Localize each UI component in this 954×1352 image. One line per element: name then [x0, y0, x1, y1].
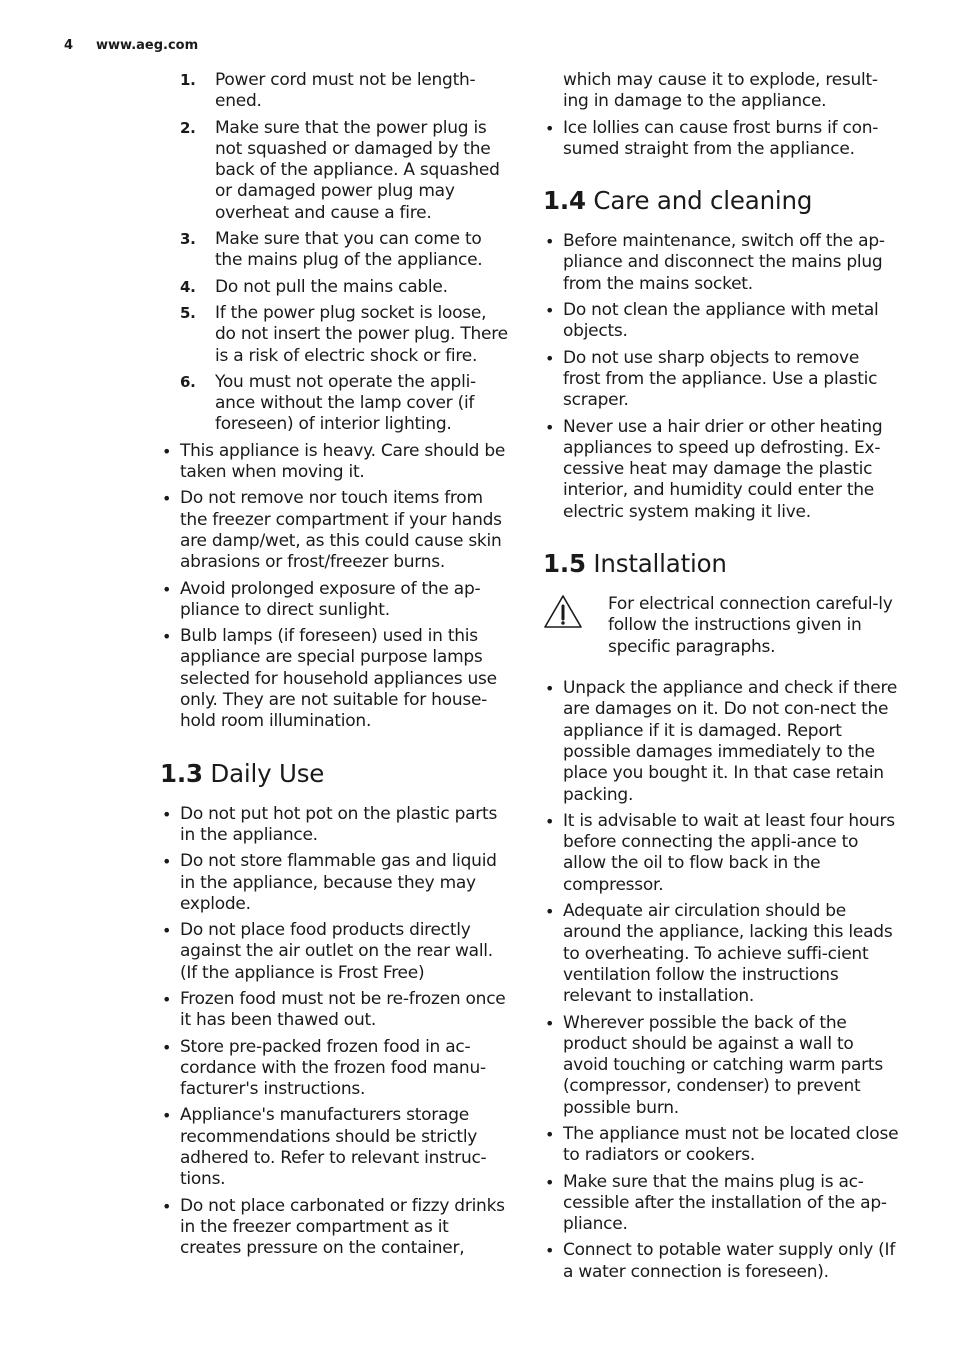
- bullet-text: Adequate air circulation should be around the appliance, lacking this leads to overheating. To achieve suffi-cient ventilation follow the instructions relevant to installation.: [563, 901, 893, 1007]
- bullet-icon: •: [162, 627, 172, 647]
- bullet-item: [543, 300, 899, 343]
- bullet-item: [543, 1240, 899, 1283]
- left-column: [160, 70, 512, 1265]
- bullet-text: Do not put hot pot on the plastic parts in the appliance.: [180, 803, 498, 845]
- bullet-icon: •: [545, 1124, 555, 1144]
- bullet-item: [160, 579, 512, 622]
- bullet-item: [543, 417, 899, 523]
- bullet-text: Store pre-packed frozen food in ac-cordance with the frozen food manu-facturer's instructions.: [180, 1036, 486, 1100]
- bullet-text: Do not store flammable gas and liquid in the appliance, because they may explode.: [180, 851, 497, 914]
- bullet-item: [543, 231, 899, 295]
- section-title: Installation: [593, 549, 727, 579]
- bullet-text: Do not place carbonated or fizzy drinks in the freezer compartment as it creates pressure on the container,: [180, 1195, 505, 1259]
- bullet-icon: •: [545, 1241, 555, 1261]
- numbered-item: [160, 229, 512, 272]
- bullet-icon: •: [545, 902, 555, 922]
- bullet-icon: •: [545, 301, 555, 321]
- numbered-item: [160, 303, 512, 367]
- bullet-icon: •: [162, 1196, 172, 1216]
- bullet-text: Ice lollies can cause frost burns if con-sumed straight from the appliance.: [563, 117, 879, 159]
- bullet-item: [543, 1013, 899, 1119]
- bullet-item: [160, 441, 512, 484]
- item-number: 2.: [180, 118, 196, 137]
- bullet-item: [160, 920, 512, 984]
- bullet-text: Wherever possible the back of the product should be against a wall to avoid touching or catching warm parts (compressor, condenser) to prevent possible burn.: [563, 1012, 883, 1118]
- bullet-item: [160, 626, 512, 732]
- bullet-icon: •: [162, 921, 172, 941]
- bullet-item: [160, 989, 512, 1032]
- bullet-icon: •: [162, 579, 172, 599]
- warning-text: For electrical connection careful-ly follow the instructions given in specific paragraphs.: [608, 594, 893, 657]
- page-number: 4: [64, 38, 74, 53]
- bullet-text: Do not use sharp objects to remove frost from the appliance. Use a plastic scraper.: [563, 347, 878, 411]
- bullet-item: [160, 851, 512, 915]
- bullet-item: [160, 1196, 512, 1260]
- bullet-item: [160, 1037, 512, 1101]
- bullet-icon: •: [545, 1172, 555, 1192]
- page-header: [64, 38, 198, 53]
- bullet-item: [543, 901, 899, 1007]
- bullet-text: The appliance must not be located close to radiators or cookers.: [563, 1123, 899, 1166]
- item-text: Do not pull the mains cable.: [215, 276, 448, 297]
- bullet-icon: •: [545, 1013, 555, 1033]
- bullet-text: Do not clean the appliance with metal objects.: [563, 300, 879, 342]
- item-text: If the power plug socket is loose, do not insert the power plug. There is a risk of electric shock or fire.: [215, 302, 508, 366]
- bullet-icon: •: [162, 1037, 172, 1057]
- section-heading-installation: [543, 549, 899, 579]
- section-heading-care-cleaning: [543, 186, 899, 216]
- section-title: Daily Use: [210, 758, 325, 788]
- numbered-item: [160, 372, 512, 436]
- bullet-icon: •: [545, 811, 555, 831]
- bullet-text: It is advisable to wait at least four hours before connecting the appli-ance to allow the oil to flow back in the compressor.: [563, 810, 895, 895]
- bullet-text: Avoid prolonged exposure of the ap-pliance to direct sunlight.: [180, 578, 481, 620]
- website-url: www.aeg.com: [96, 38, 199, 53]
- bullet-text: This appliance is heavy. Care should be taken when moving it.: [180, 440, 506, 483]
- bullet-text: Never use a hair drier or other heating appliances to speed up defrosting. Ex-cessive heat may damage the plastic interior, and humidity could enter the electric system making it live.: [563, 416, 883, 522]
- bullet-text: Do not place food products directly against the air outlet on the rear wall. (If the appliance is Frost Free): [180, 920, 493, 983]
- section-title: Care and cleaning: [593, 186, 813, 216]
- section-number: 1.5: [543, 549, 586, 579]
- item-number: 5.: [180, 303, 196, 322]
- bullet-text: Appliance's manufacturers storage recommendations should be strictly adhered to. Refer to relevant instruc-tions.: [180, 1105, 487, 1190]
- item-number: 6.: [180, 372, 196, 391]
- numbered-item: [160, 277, 512, 298]
- section-number: 1.4: [543, 186, 586, 216]
- bullet-icon: •: [545, 679, 555, 699]
- bullet-item: [543, 348, 899, 412]
- bullet-text: Frozen food must not be re-frozen once it has been thawed out.: [180, 988, 506, 1031]
- bullet-item: [543, 811, 899, 896]
- bullet-item: [543, 1172, 899, 1236]
- bullet-text: Make sure that the mains plug is ac-cessible after the installation of the ap-pliance.: [563, 1171, 887, 1235]
- bullet-text: Do not remove nor touch items from the freezer compartment if your hands are damp/wet, as this could cause skin abrasions or frost/freezer burns.: [180, 488, 502, 573]
- bullet-text: Before maintenance, switch off the ap-pliance and disconnect the mains plug from the mains socket.: [563, 231, 885, 294]
- item-text: Make sure that you can come to the mains plug of the appliance.: [215, 229, 483, 271]
- section-number: 1.3: [160, 758, 203, 788]
- item-number: 4.: [180, 277, 196, 296]
- numbered-item: [160, 118, 512, 224]
- bullet-text: Connect to potable water supply only (If a water connection is foreseen).: [563, 1240, 896, 1282]
- continuation-text: [543, 70, 899, 113]
- item-text: Power cord must not be length-ened.: [215, 70, 476, 112]
- item-number: 1.: [180, 71, 196, 89]
- warning-triangle-icon: [543, 594, 583, 630]
- bullet-icon: •: [162, 804, 172, 824]
- bullet-icon: •: [162, 852, 172, 872]
- bullet-icon: •: [545, 232, 555, 252]
- item-text: You must not operate the appli-ance without the lamp cover (if foreseen) of interior lighting.: [215, 371, 476, 435]
- bullet-icon: •: [162, 989, 172, 1009]
- numbered-item: [160, 70, 512, 113]
- bullet-item: [160, 804, 512, 847]
- bullet-text: Unpack the appliance and check if there are damages on it. Do not con-nect the appliance if it is damaged. Report possible damages immediately to the place you bought it. In that case retain packing.: [563, 678, 898, 805]
- bullet-item: [543, 118, 899, 161]
- bullet-item: [543, 678, 899, 806]
- section-heading-daily-use: [160, 759, 512, 789]
- bullet-icon: •: [162, 1106, 172, 1126]
- item-number: 3.: [180, 230, 196, 249]
- bullet-icon: •: [545, 417, 555, 437]
- bullet-item: [543, 1124, 899, 1167]
- bullet-item: [160, 488, 512, 573]
- continuation-text-body: which may cause it to explode, result-ing in damage to the appliance.: [563, 70, 878, 112]
- right-column: [543, 70, 899, 1288]
- bullet-icon: •: [545, 118, 555, 138]
- bullet-icon: •: [545, 348, 555, 368]
- item-text: Make sure that the power plug is not squashed or damaged by the back of the appliance. A squashed or damaged power plug may overheat and cause a fire.: [215, 117, 500, 223]
- bullet-item: [160, 1105, 512, 1190]
- bullet-text: Bulb lamps (if foreseen) used in this appliance are special purpose lamps selected for household appliances use only. They are not suitable for house-hold room illumination.: [180, 626, 497, 732]
- warning-note: [543, 594, 899, 658]
- bullet-icon: •: [162, 489, 172, 509]
- bullet-icon: •: [162, 441, 172, 461]
